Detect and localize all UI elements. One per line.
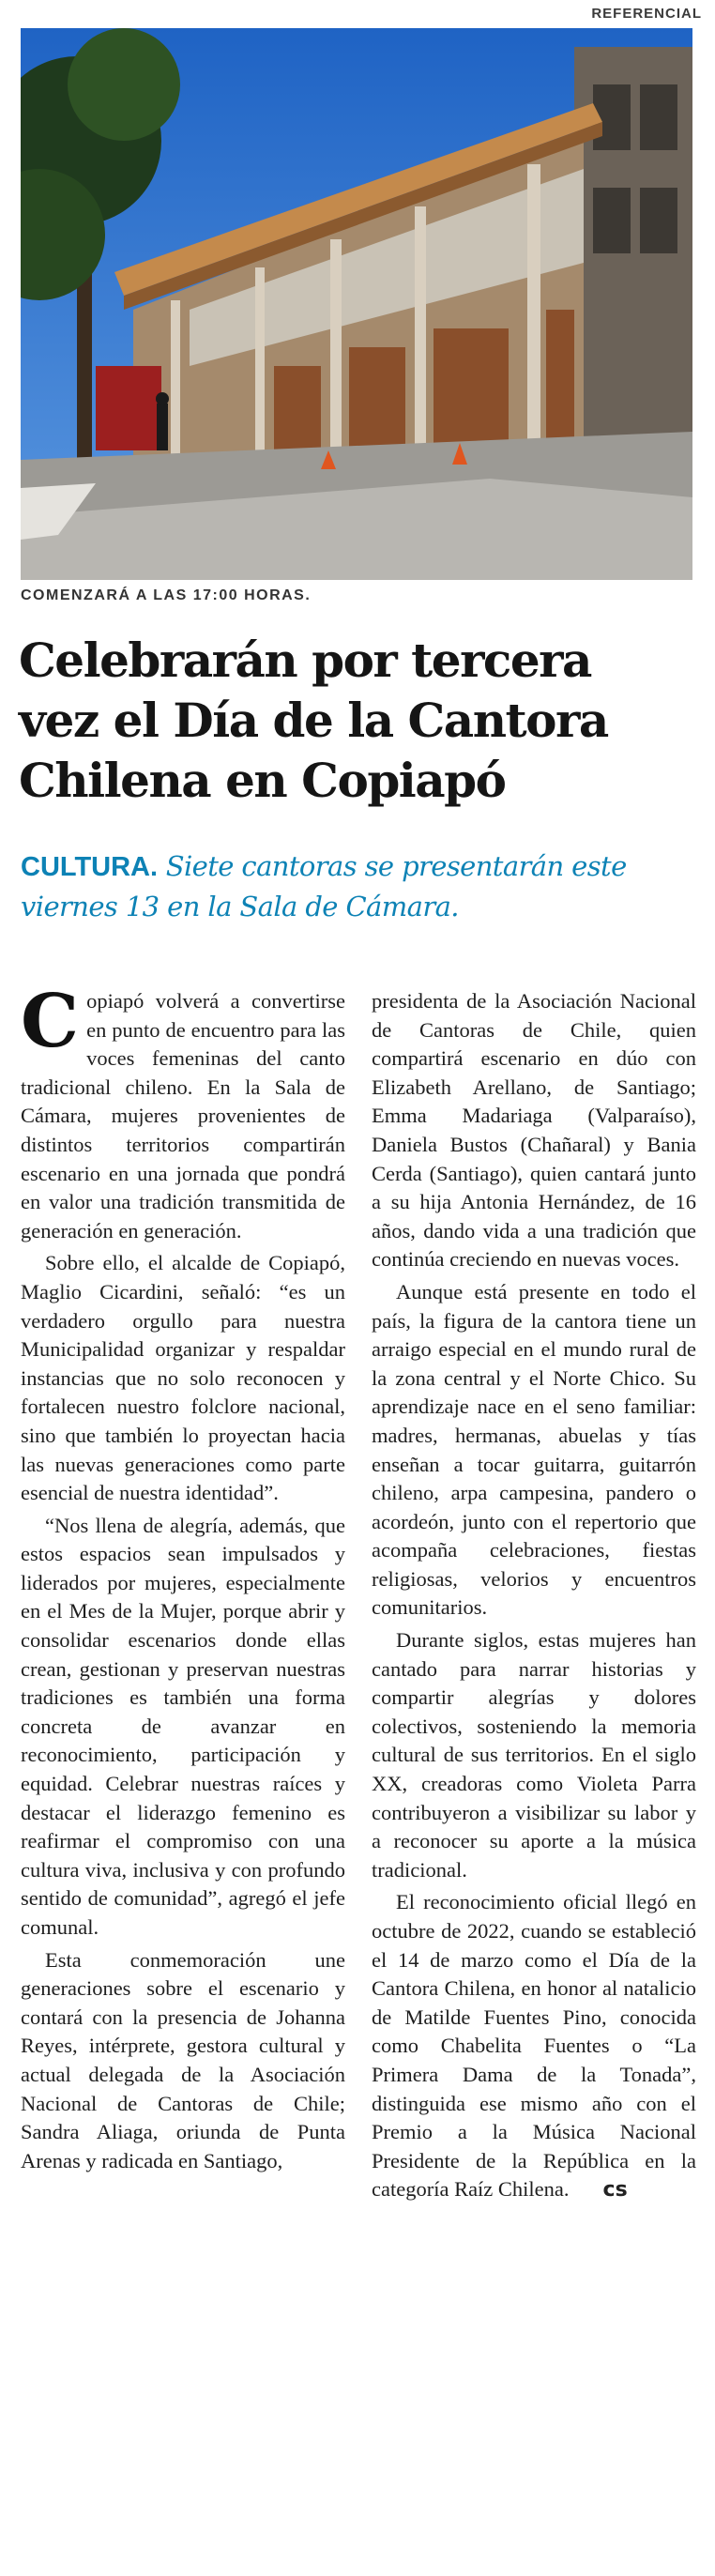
column-right — [372, 987, 696, 2205]
paragraph: Sobre ello, el alcalde de Copiapó, Maglio Cicardini, señaló: “es un verdadero orgullo para nuestra Municipalidad organizar y respaldar instancias que no solo reconocen y fortalecen nuestro folclore nacional, sino que también lo proyectan hacia las nuevas generaciones como parte esencial de nuestra identidad”. — [21, 1251, 345, 1505]
lead-text: Siete cantoras se presentarán este viernes 13 en la Sala de Cámara. — [21, 850, 627, 922]
lead-summary — [21, 846, 696, 926]
section-tag: CULTURA. — [21, 852, 159, 882]
paragraph — [372, 1888, 696, 2205]
paragraph: Durante siglos, estas mujeres han cantado para narrar historias y compartir alegrías y dolores colectivos, sosteniendo la memoria cultural de sus territorios. En el siglo XX, creadoras como Violeta Parra contribuyeron a visibilizar su labor y a reconocer su aporte a la música tradicional. — [372, 1628, 696, 1882]
headline-line-2: vez el Día de la Cantora — [19, 693, 608, 748]
end-mark-icon: cs — [602, 2178, 628, 2203]
photo-caption: COMENZARÁ A LAS 17:00 HORAS. — [21, 587, 312, 603]
column-left — [21, 979, 345, 2205]
building-photo-illustration — [21, 28, 692, 580]
paragraph-text: opiapó volverá a convertirse en punto de encuentro para las voces femeninas del canto tradicional chileno. En la Sala de Cámara, mujeres provenientes de distintos territorios compartirán escenario en una jornada que pondrá en valor una tradición transmitida de generación en generación. — [21, 989, 345, 1242]
headline — [19, 631, 696, 811]
paragraph — [21, 979, 345, 1245]
drop-cap: C — [21, 979, 80, 1064]
paragraph-text: El reconocimiento oficial llegó en octubre de 2022, cuando se estableció el 14 de marzo como el Día de la Cantora Chilena, en honor al natalicio de Matilde Fuentes Pino, conocida como Chabelita Fuentes o “La Primera Dama de la Tonada”, distinguida ese mismo año con el Premio a la Música Nacional Presidente de la República en la categoría Raíz Chilena. — [372, 1890, 696, 2202]
article-photo — [21, 28, 692, 580]
photo-credit-label: REFERENCIAL — [591, 6, 702, 22]
paragraph: Esta conmemoración une generaciones sobre el escenario y contará con la presencia de Johanna Reyes, intérprete, gestora cultural y actual delegada de la Asociación Nacional de Cantoras de Chile; Sandra Aliaga, oriunda de Punta Arenas y radicada en Santiago, — [21, 1947, 345, 2172]
headline-line-3: Chilena en Copiapó — [19, 753, 506, 808]
paragraph: Aunque está presente en todo el país, la figura de la cantora tiene un arraigo especial en el mundo rural de la zona central y el Norte Chico. Su aprendizaje nace en el seno familiar: madres, hermanas, abuelas y tías enseñan a tocar guitarra, guitarrón chileno, arpa campesina, pandero o acordeón, junto con el repertorio que acompaña celebraciones, fiestas religiosas, velorios y encuentros comunitarios. — [372, 1279, 696, 1620]
paragraph: “Nos llena de alegría, además, que estos espacios sean impulsados y liderados por mujeres, especialmente en el Mes de la Mujer, porque abrir y consolidar escenarios donde ellas crean, gestionan y preservan nuestras tradiciones es también una forma concreta de avanzar en reconocimiento, participación y equidad. Celebrar nuestras raíces y destacar el liderazgo femenino es reafirmar el compromiso con una cultura viva, inclusiva y con profundo sentido de comunidad”, agregó el jefe comunal. — [21, 1513, 345, 1939]
headline-line-1: Celebrarán por tercera — [19, 633, 591, 688]
article-body — [21, 979, 696, 2205]
paragraph: presidenta de la Asociación Nacional de Cantoras de Chile, quien compartirá escenario en dúo con Elizabeth Arellano, de Santiago; Emma Madariaga (Valparaíso), Daniela Bustos (Chañaral) y Bania Cerda (Santiago), quien cantará junto a su hija Antonia Hernández, de 16 años, dando vida a una tradición que continúa creciendo en nuevas voces. — [372, 989, 696, 1272]
